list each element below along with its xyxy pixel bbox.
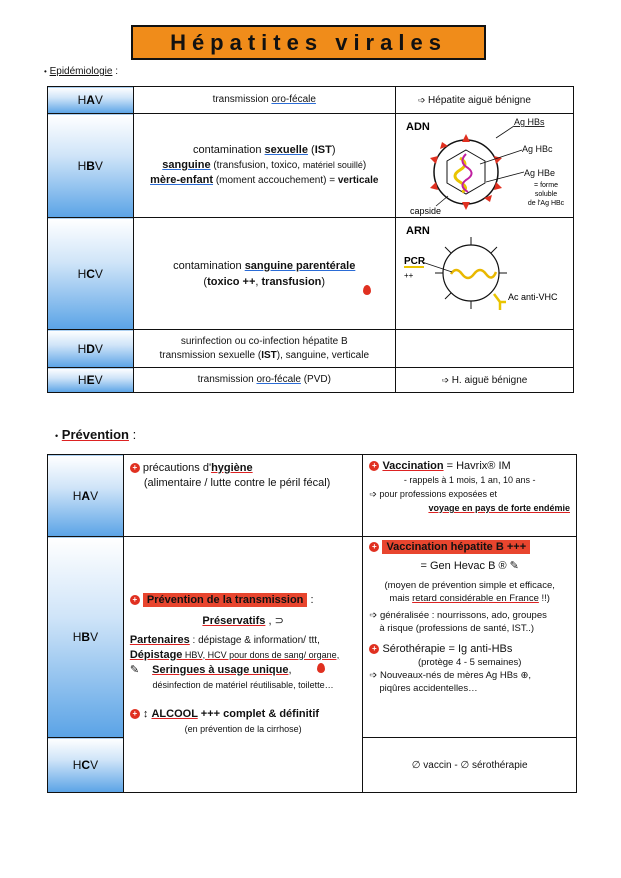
epidemiology-label: • Epidémiologie : bbox=[44, 66, 118, 77]
epidemiology-colon: : bbox=[112, 66, 118, 77]
virus-letter: H bbox=[77, 158, 87, 173]
prevention-table bbox=[47, 454, 577, 793]
text: verticale bbox=[337, 175, 379, 186]
hbv-virus-diagram bbox=[396, 114, 573, 217]
text: IST bbox=[314, 144, 332, 156]
table-row bbox=[48, 114, 574, 218]
text: !!) bbox=[538, 593, 550, 604]
virus-letter: B bbox=[81, 630, 91, 644]
hbv-transmission bbox=[133, 114, 395, 218]
text: (protège 4 - 5 semaines) bbox=[417, 657, 522, 668]
text: sanguine parentérale bbox=[244, 259, 356, 272]
text: , bbox=[255, 275, 262, 288]
text: (transfusion, toxico, bbox=[210, 160, 303, 171]
text: soluble bbox=[534, 191, 558, 198]
virus-hcv bbox=[48, 218, 134, 330]
text: HBV, HCV pour dons de sang/ organe, bbox=[182, 649, 340, 660]
table-row bbox=[48, 368, 574, 393]
text: (en prévention de la cirrhose) bbox=[184, 723, 302, 734]
text: pour professions exposées et bbox=[379, 489, 497, 499]
ag-hbc-label: Ag HBc bbox=[521, 144, 553, 154]
text: = Havrix® IM bbox=[443, 460, 511, 472]
virus-hav bbox=[48, 87, 134, 114]
text: Vaccination bbox=[382, 460, 444, 472]
text: (moyen de prévention simple et efficace, bbox=[384, 580, 555, 591]
text: mère-enfant bbox=[150, 174, 214, 186]
text: Hépatite aiguë bénigne bbox=[428, 94, 531, 106]
text: surinfection ou co-infection hépatite B bbox=[180, 335, 348, 347]
text: (alimentaire / lutte contre le péril fécal) bbox=[143, 477, 331, 489]
text: transmission bbox=[197, 374, 257, 385]
virus-letter: H bbox=[72, 630, 82, 644]
spike-icon bbox=[462, 202, 470, 210]
virus-letter: V bbox=[94, 93, 103, 107]
epidemiology-table bbox=[47, 86, 574, 393]
text: précautions d' bbox=[142, 462, 212, 474]
arrow-right-icon: ➩ bbox=[369, 610, 380, 621]
hev-outcome bbox=[395, 368, 573, 393]
hav-vaccination bbox=[363, 455, 577, 537]
table-row bbox=[48, 218, 574, 330]
hdv-empty bbox=[395, 330, 573, 368]
arrow-right-icon: ➩ bbox=[369, 670, 380, 681]
condom-icon: ⊃ bbox=[274, 614, 284, 627]
text: à risque (professions de santé, IST..) bbox=[379, 623, 535, 634]
bullet-icon: + bbox=[369, 644, 379, 654]
bullet-icon: + bbox=[369, 461, 379, 471]
hcv-transmission bbox=[133, 218, 395, 330]
text: Préservatifs bbox=[202, 614, 266, 627]
arrow-right-icon: ➩ bbox=[417, 94, 429, 105]
text: : bbox=[307, 593, 314, 606]
arn-label: ARN bbox=[405, 225, 430, 237]
virus-letter: H bbox=[77, 373, 87, 387]
virus-letter: V bbox=[94, 373, 103, 387]
prevention-title: Prévention bbox=[61, 427, 129, 442]
text: Sérothérapie = Ig anti-HBs bbox=[382, 643, 513, 655]
virus-letter: V bbox=[90, 630, 99, 644]
text: sexuelle bbox=[264, 144, 308, 156]
text: Vaccination hépatite B +++ bbox=[382, 540, 530, 554]
text: toxico ++ bbox=[207, 275, 256, 288]
text: de l'Ag HBc bbox=[527, 200, 565, 207]
table-row bbox=[48, 330, 574, 368]
virus-letter: V bbox=[94, 266, 103, 281]
text: ∅ vaccin - ∅ sérothérapie bbox=[411, 759, 528, 771]
hav-hygiene bbox=[123, 455, 363, 537]
prev-virus-hcv bbox=[48, 738, 124, 793]
virus-letter: H bbox=[72, 758, 82, 772]
text: mais bbox=[389, 593, 413, 604]
virus-letter: V bbox=[90, 758, 99, 772]
text: hygiène bbox=[211, 462, 253, 474]
virus-letter: A bbox=[81, 488, 91, 503]
text: transfusion bbox=[261, 275, 322, 288]
text: = forme bbox=[534, 182, 558, 189]
text: = Gen Hevac B ® bbox=[420, 560, 507, 572]
text: contamination bbox=[193, 144, 265, 156]
text: généralisée : nourrissons, ado, groupes bbox=[379, 610, 547, 621]
virus-letter: H bbox=[72, 488, 82, 503]
text: : dépistage & information/ ttt, bbox=[189, 634, 320, 646]
syringe-icon: ✎ bbox=[129, 663, 140, 676]
text: ), sanguine, verticale bbox=[276, 349, 370, 361]
virus-letter: D bbox=[86, 341, 95, 356]
prev-virus-hav bbox=[48, 455, 124, 537]
hev-transmission bbox=[133, 368, 395, 393]
syringe-icon: ✎ bbox=[509, 560, 519, 572]
bullet-icon: + bbox=[369, 542, 379, 552]
ac-anti-vhc-label: Ac anti-VHC bbox=[507, 292, 558, 302]
table-row bbox=[48, 87, 574, 114]
text: +++ complet & définitif bbox=[197, 707, 320, 720]
page-title-box bbox=[131, 25, 486, 60]
table-row bbox=[48, 455, 577, 537]
text: ↕ bbox=[142, 707, 152, 720]
text: Seringues à usage unique bbox=[152, 663, 289, 676]
virus-letter: V bbox=[90, 488, 99, 503]
text: piqûres accidentelles… bbox=[379, 683, 478, 694]
arrow-right-icon: ➩ bbox=[369, 489, 380, 499]
ag-hbs-label: Ag HBs bbox=[513, 117, 545, 127]
text: transmission sexuelle ( bbox=[159, 349, 262, 361]
virus-letter: H bbox=[77, 266, 87, 281]
blood-drop-icon bbox=[317, 663, 325, 673]
text: ALCOOL bbox=[151, 707, 198, 720]
hbv-transmission-prevention: + Prévention de la transmission : Préservatifs , ⊃ Partenaires : dépistage & information/ ttt, Dépistage HBV, HCV pour dons de sang/ organe, ✎ Seringues à usage unique, désinfection de matériel réutilisable, toilette… + ↕ ALCOOL +++ complet & définitif (en prévention de la cirrhose) bbox=[123, 537, 363, 793]
virus-letter: A bbox=[86, 93, 95, 107]
text: Dépistage bbox=[129, 648, 183, 661]
prevention-label: • Prévention : bbox=[55, 427, 137, 442]
virus-letter: C bbox=[86, 266, 95, 281]
text: ++ bbox=[403, 271, 414, 280]
table-row bbox=[48, 537, 577, 738]
capside-label: capside bbox=[409, 206, 442, 216]
ag-hbe-label: Ag HBe bbox=[523, 168, 556, 178]
text: Prévention de la transmission bbox=[143, 593, 308, 607]
hav-transmission bbox=[133, 87, 395, 114]
text: IST bbox=[261, 349, 277, 361]
virus-letter: E bbox=[86, 373, 95, 387]
virus-letter: V bbox=[94, 158, 103, 173]
text: (PVD) bbox=[300, 374, 331, 385]
text: ( bbox=[307, 144, 315, 156]
epidemiology-title: Epidémiologie bbox=[49, 66, 113, 77]
hbv-diagram-cell bbox=[395, 114, 573, 218]
hbv-vaccination bbox=[363, 537, 577, 738]
hcv-prevention bbox=[363, 738, 577, 793]
text: ) bbox=[321, 275, 326, 288]
text: H. aiguë bénigne bbox=[451, 374, 528, 386]
text: contamination bbox=[173, 259, 245, 272]
text: transmission bbox=[212, 94, 272, 105]
bullet-icon: + bbox=[130, 463, 140, 473]
page-title: Hépatites virales bbox=[170, 29, 447, 55]
text: Partenaires bbox=[129, 633, 190, 646]
virus-letter: H bbox=[77, 341, 87, 356]
text: oro-fécale bbox=[271, 94, 316, 105]
virus-letter: B bbox=[86, 158, 95, 173]
bullet-icon: + bbox=[130, 709, 140, 719]
text: sanguine bbox=[162, 159, 211, 171]
text: désinfection de matériel réutilisable, toilette… bbox=[152, 679, 334, 690]
prev-virus-hbv bbox=[48, 537, 124, 738]
hav-outcome bbox=[395, 87, 573, 114]
arrow-right-icon: ➩ bbox=[441, 374, 452, 385]
blood-drop-icon bbox=[363, 285, 371, 295]
bullet-icon: + bbox=[130, 595, 140, 605]
antibody-icon bbox=[494, 294, 506, 310]
virus-letter: V bbox=[94, 341, 103, 356]
virus-letter: C bbox=[81, 758, 91, 772]
text: matériel souillé bbox=[302, 160, 363, 170]
hcv-virus-diagram bbox=[396, 218, 573, 329]
text: ( bbox=[203, 275, 208, 288]
text: voyage en pays de forte endémie bbox=[428, 503, 570, 513]
prevention-colon: : bbox=[128, 427, 137, 442]
text: retard considérable en France bbox=[412, 593, 539, 604]
pcr-label: PCR bbox=[403, 256, 426, 267]
text: (moment accouchement) = bbox=[213, 175, 338, 186]
hcv-diagram-cell bbox=[395, 218, 573, 330]
virus-hev bbox=[48, 368, 134, 393]
virus-letter: H bbox=[77, 93, 87, 107]
text: ) bbox=[362, 160, 367, 171]
hdv-transmission bbox=[133, 330, 395, 368]
adn-label: ADN bbox=[405, 121, 430, 133]
text: oro-fécale bbox=[256, 374, 301, 385]
spike-icon bbox=[462, 134, 470, 142]
text: - rappels à 1 mois, 1 an, 10 ans - bbox=[403, 475, 536, 485]
virus-hbv bbox=[48, 114, 134, 218]
virus-hdv bbox=[48, 330, 134, 368]
text: Nouveaux-nés de mères Ag HBs ⊕, bbox=[379, 670, 532, 681]
text: ) bbox=[331, 144, 336, 156]
